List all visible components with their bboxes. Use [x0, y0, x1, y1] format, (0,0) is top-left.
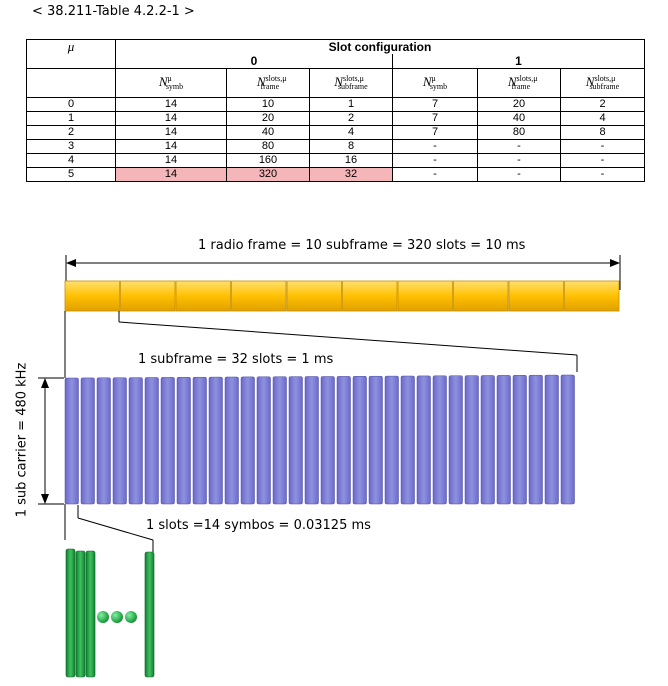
radio-frame-label: 1 radio frame = 10 subframe = 320 slots = 10 ms	[198, 238, 526, 253]
table-cell: -	[561, 140, 645, 154]
table-cell: 1	[310, 98, 393, 112]
table-cell: 2	[310, 112, 393, 126]
n-symb-header-0: $N^\mu_{symb}$	[116, 69, 227, 98]
table-cell: 7	[393, 98, 478, 112]
n-subframe-sup-1: slots,μ	[594, 74, 616, 83]
n-subframe-header-0: $N^{slots,\mu}_{subframe}$	[310, 69, 393, 98]
n-frame-sub-0: frame	[260, 82, 280, 91]
n-subframe-sub-0: subframe	[337, 82, 368, 91]
table-cell-highlighted: 32	[310, 168, 393, 182]
n-frame-header-1: $N^{slots,\mu}_{frame}$	[478, 69, 561, 98]
subframe-block	[287, 281, 342, 311]
ellipsis-dot	[97, 611, 109, 623]
table-cell: -	[561, 168, 645, 182]
slot-bar	[193, 377, 207, 504]
symbol-bar	[66, 549, 75, 677]
n-symb-header-1: $N^\mu_{symb}$	[393, 69, 478, 98]
slot-bar	[241, 377, 255, 504]
n-symb-sub-0: symb	[165, 82, 184, 91]
symbol-bar	[86, 551, 95, 677]
n-subframe-header-1: $N^{slots,\mu}_{subframe}$	[561, 69, 645, 98]
table-cell: 3	[27, 140, 116, 154]
slot-bar	[273, 377, 287, 504]
symbol-bar	[145, 552, 154, 677]
n-symb-sup-1: μ	[431, 74, 436, 83]
table-cell: 14	[116, 154, 227, 168]
symbol-group	[66, 549, 154, 677]
n-frame-header-0: $N^{slots,\mu}_{frame}$	[227, 69, 310, 98]
table-cell: 8	[310, 140, 393, 154]
ellipsis-dot	[111, 611, 123, 623]
table-cell: 80	[478, 126, 561, 140]
slot-bar	[177, 377, 191, 504]
n-frame-sup-1: slots,μ	[516, 74, 538, 83]
symbol-zoom-line-right	[78, 518, 153, 540]
slot-bar	[513, 375, 527, 504]
table-cell: 14	[116, 98, 227, 112]
subframe-block	[398, 281, 453, 311]
table-cell: 20	[227, 112, 310, 126]
slot-bar	[65, 378, 79, 504]
slot-bar	[289, 377, 303, 504]
n-symb-sup-0: μ	[167, 74, 172, 83]
slot-bar	[257, 377, 271, 504]
table-cell: 14	[116, 126, 227, 140]
table-cell: 40	[478, 112, 561, 126]
table-cell: 7	[393, 126, 478, 140]
table-cell-highlighted: 14	[116, 168, 227, 182]
slot-bar	[401, 376, 415, 504]
n-subframe-sup-0: slots,μ	[342, 74, 364, 83]
slot-bar	[305, 377, 319, 505]
table-cell: 4	[27, 154, 116, 168]
table-cell: -	[393, 154, 478, 168]
subframe-bar	[65, 281, 619, 311]
table-cell: 14	[116, 112, 227, 126]
subframe-block	[176, 281, 231, 311]
slot-configuration-title-text: Slot configuration	[328, 40, 432, 54]
n-symb-sub-1: symb	[429, 82, 448, 91]
table-cell: 10	[227, 98, 310, 112]
subframe-block	[232, 281, 287, 311]
table-cell: 2	[27, 126, 116, 140]
slot-bar	[145, 378, 159, 505]
subframe-block	[565, 281, 620, 311]
n-frame-sub-1: frame	[511, 82, 531, 91]
slot-bar	[497, 375, 511, 504]
slot-bar	[417, 376, 431, 504]
slot-bar	[449, 376, 463, 504]
slot-bar	[161, 377, 175, 504]
zoom-line-right	[119, 322, 577, 355]
slot-bar	[353, 376, 367, 504]
slot-bar	[369, 376, 383, 504]
slot-bar	[225, 377, 239, 504]
n-frame-sup-0: slots,μ	[265, 74, 287, 83]
subframe-block	[454, 281, 509, 311]
table-cell: -	[478, 140, 561, 154]
subframe-block	[121, 281, 176, 311]
slot-bar	[337, 376, 351, 504]
slot-bar	[321, 377, 335, 505]
table-cell: 0	[27, 98, 116, 112]
n-subframe-sub-1: subframe	[589, 82, 620, 91]
slot-bar	[545, 375, 559, 504]
table-cell: 7	[393, 112, 478, 126]
table-cell: 20	[478, 98, 561, 112]
subframe-block	[65, 281, 120, 311]
table-cell: -	[478, 168, 561, 182]
table-cell: 5	[27, 168, 116, 182]
slot-bar	[561, 375, 575, 504]
slot-bar-group	[65, 375, 575, 504]
table-caption: < 38.211-Table 4.2.2-1 >	[32, 4, 195, 19]
config-0-label: 0	[250, 54, 258, 68]
slot-bar	[385, 376, 399, 504]
slot-label: 1 slots =14 symbos = 0.03125 ms	[146, 518, 371, 533]
table-cell: -	[393, 168, 478, 182]
slot-bar	[529, 375, 543, 504]
table-cell: 80	[227, 140, 310, 154]
table-cell: 160	[227, 154, 310, 168]
table-cell: 16	[310, 154, 393, 168]
table-cell: 2	[561, 98, 645, 112]
slot-bar	[433, 376, 447, 504]
subframe-label: 1 subframe = 32 slots = 1 ms	[138, 352, 334, 367]
table-cell: -	[393, 140, 478, 154]
table-cell: 4	[310, 126, 393, 140]
table-cell: 8	[561, 126, 645, 140]
table-cell-highlighted: 320	[227, 168, 310, 182]
table-cell: 4	[561, 112, 645, 126]
slot-bar	[481, 376, 495, 505]
slot-bar	[113, 378, 127, 504]
table-cell: 14	[116, 140, 227, 154]
slot-bar	[97, 378, 111, 504]
config-1-label: 1	[515, 54, 522, 68]
table-cell: 1	[27, 112, 116, 126]
mu-header: μ	[67, 39, 75, 54]
slot-bar	[209, 377, 223, 504]
table-cell: -	[561, 154, 645, 168]
slot-bar	[129, 378, 143, 504]
ellipsis-dot	[125, 611, 137, 623]
subframe-block	[509, 281, 564, 311]
subframe-block	[343, 281, 398, 311]
table-cell: -	[478, 154, 561, 168]
slot-bar	[465, 376, 479, 504]
sub-carrier-label: 1 sub carrier = 480 kHz	[14, 362, 30, 518]
slot-bar	[81, 378, 95, 504]
table-cell: 40	[227, 126, 310, 140]
symbol-bar	[76, 551, 85, 677]
sub-carrier-span-arrow	[38, 378, 64, 504]
